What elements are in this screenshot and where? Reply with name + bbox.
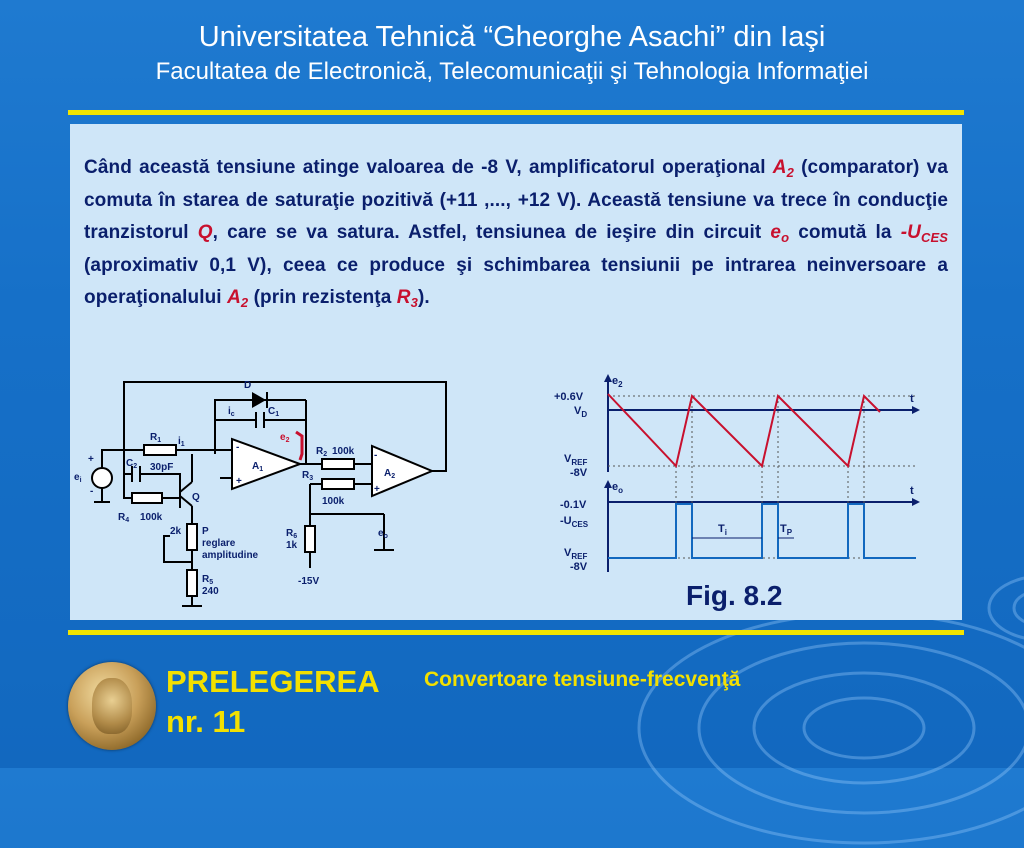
lecture-label: PRELEGEREA [166,664,380,699]
svg-text:+: + [236,476,242,487]
symbol: Q [197,222,213,243]
svg-text:-: - [236,442,240,453]
svg-text:-UCES: $-U_{CES}$ [560,515,589,529]
top-divider [68,110,964,115]
university-title: Universitatea Tehnică “Gheorghe Asachi” din Iaşi [198,21,826,53]
svg-text:e2: $e_2$ [280,432,290,444]
symbol-subscript: 3 [410,295,418,310]
symbol: R [396,287,411,308]
svg-text:VREF: $V_{REF}$ [564,547,588,561]
svg-text:-15V: -15V [298,576,320,587]
svg-text:amplitudine: amplitudine [202,550,259,561]
svg-text:A1: $A_1$ [252,461,264,473]
svg-text:30pF: 30pF [150,462,174,473]
svg-text:eo: $e_o$ [378,528,388,540]
svg-text:+: + [374,484,380,495]
symbol: A [772,157,787,178]
symbol: A [227,287,241,308]
svg-text:R3: $R_3$ [302,470,314,482]
svg-text:Ti: $T_i$ [718,523,727,537]
svg-text:100k: 100k [322,496,345,507]
svg-text:ic: $i_c$ [228,406,235,418]
text-run: ). [417,287,430,308]
svg-text:+0.6V: +0.6V [554,391,584,403]
svg-text:R6: $R_6$ [286,528,298,540]
svg-text:R1: $R_1$ [150,432,162,444]
faculty-subtitle: Facultatea de Electronică, Telecomunicaţii şi Tehnologia Informaţiei [155,58,869,85]
symbol-subscript: CES [920,230,948,245]
svg-text:t: t [910,393,914,405]
content-panel [70,124,962,620]
svg-text:-8V: -8V [570,467,588,479]
svg-text:2k: 2k [170,526,182,537]
text-run: comută la [789,222,901,243]
figure-caption: Fig. 8.2 [686,580,783,611]
svg-text:i1: $i_1$ [178,436,185,448]
label-D: D [244,380,252,391]
symbol: e [770,222,782,243]
body-paragraph [84,152,948,315]
svg-text:R2: $R_2$ [316,446,328,458]
text-run: (prin rezistenţa [248,287,397,308]
svg-text:100k: 100k [332,446,355,457]
symbol-subscript: o [781,230,790,245]
lecture-number: nr. 11 [166,704,246,739]
svg-text:VD: $V_D$ [574,405,588,419]
text-run: (aproximativ 0,1 V), ceea ce produce şi schimbarea tensiunii pe intrarea neinversoare a operaţionalului [84,254,948,308]
svg-text:TP: $T_P$ [780,523,793,537]
svg-text:-: - [374,450,378,461]
svg-text:R4: $R_4$ [118,512,130,524]
waveform-diagram [546,372,936,582]
symbol-subscript: 2 [786,165,794,180]
text-run: (comparator) va comuta în starea de saturaţie pozitivă (+11 ,..., +12 V). Această tensiune va trece în conducţie tranzistorul [84,157,948,243]
lecture-topic: Convertoare tensiune-frecvenţă [424,668,741,691]
svg-text:reglare: reglare [202,538,236,549]
svg-text:R5: $R_5$ [202,574,214,586]
svg-text:C1: $C_1$ [268,406,280,418]
symbol: -U [900,222,921,243]
svg-text:-8V: -8V [570,561,588,573]
text-run: Când această tensiune atinge valoarea de -8 V, amplificatorul operaţional [84,157,773,178]
svg-text:e2: $e_2$ [612,375,623,389]
circuit-diagram [70,374,470,619]
text-run: , care se va satura. Astfel, tensiunea de ieşire din circuit [212,222,771,243]
svg-text:ei: $e_i$ [74,472,82,484]
svg-text:VREF: $V_{REF}$ [564,453,588,467]
svg-text:P: P [202,526,209,537]
bottom-divider [68,630,964,635]
svg-text:1k: 1k [286,540,298,551]
svg-text:-: - [90,486,94,497]
svg-text:t: t [910,485,914,497]
symbol-subscript: 2 [240,295,249,310]
svg-text:A2: $A_2$ [384,468,396,480]
svg-text:100k: 100k [140,512,163,523]
university-medal-logo [68,662,156,750]
svg-text:+: + [88,454,94,465]
svg-text:-0.1V: -0.1V [560,499,587,511]
svg-text:Q: Q [192,492,200,503]
svg-text:eo: $e_o$ [612,481,624,495]
svg-text:C2: $C_2$ [126,458,138,470]
svg-text:240: 240 [202,586,219,597]
